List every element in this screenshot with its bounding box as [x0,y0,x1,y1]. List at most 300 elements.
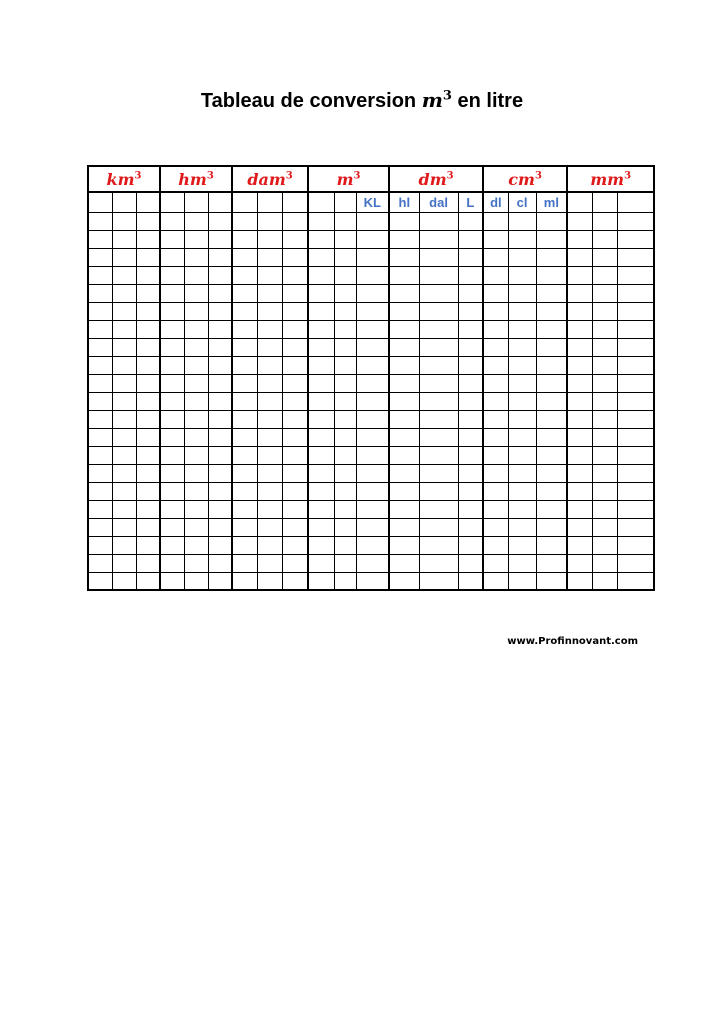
grid-cell [208,374,232,392]
grid-cell [88,572,112,590]
grid-cell [257,374,282,392]
grid-cell [617,392,654,410]
grid-cell [308,392,334,410]
grid-cell [136,266,160,284]
grid-cell [508,320,536,338]
grid-cell [419,284,458,302]
grid-cell [567,500,592,518]
grid-cell [282,428,308,446]
grid-cell [308,554,334,572]
grid-cell [419,572,458,590]
unit-m3: $m^3$ [308,166,389,192]
grid-cell [308,518,334,536]
grid-cell [257,230,282,248]
grid-cell [308,500,334,518]
grid-cell [592,554,617,572]
cell [232,192,257,212]
grid-cell [282,482,308,500]
table-row [88,500,654,518]
title-math-unit [422,88,452,112]
grid-cell [232,536,257,554]
grid-cell [508,356,536,374]
grid-cell [184,266,208,284]
cell [136,192,160,212]
grid-cell [567,428,592,446]
grid-cell [458,266,483,284]
grid-cell [334,248,356,266]
grid-cell [208,284,232,302]
grid-cell [88,338,112,356]
grid-cell [483,410,508,428]
table-row [88,518,654,536]
grid-cell [232,392,257,410]
grid-cell [483,230,508,248]
grid-cell [458,572,483,590]
grid-cell [389,392,419,410]
grid-cell [308,446,334,464]
grid-cell [483,464,508,482]
grid-cell [508,464,536,482]
grid-cell [136,338,160,356]
grid-cell [208,482,232,500]
grid-cell [208,320,232,338]
grid-cell [208,428,232,446]
grid-cell [112,356,136,374]
grid-cell [356,356,389,374]
grid-cell [592,338,617,356]
grid-cell [356,302,389,320]
cell [112,192,136,212]
grid-cell [592,248,617,266]
grid-cell [592,446,617,464]
grid-cell [536,248,567,266]
grid-cell [257,482,282,500]
grid-cell [458,338,483,356]
grid-cell [308,482,334,500]
grid-cell [334,536,356,554]
table-row [88,230,654,248]
grid-cell [208,338,232,356]
grid-cell [160,428,184,446]
grid-cell [184,392,208,410]
grid-cell [458,356,483,374]
grid-cell [112,554,136,572]
grid-cell [208,356,232,374]
grid-cell [282,500,308,518]
grid-cell [136,554,160,572]
grid-cell [112,572,136,590]
grid-cell [617,356,654,374]
grid-cell [136,428,160,446]
grid-cell [536,500,567,518]
grid-cell [282,392,308,410]
grid-cell [88,302,112,320]
grid-cell [112,446,136,464]
grid-cell [617,410,654,428]
grid-cell [458,410,483,428]
grid-cell [334,338,356,356]
grid-cell [458,230,483,248]
grid-cell [356,410,389,428]
grid-cell [458,536,483,554]
grid-cell [160,230,184,248]
grid-cell [112,428,136,446]
grid-cell [458,284,483,302]
table-row [88,320,654,338]
grid-cell [184,554,208,572]
grid-cell [208,266,232,284]
grid-cell [208,572,232,590]
grid-cell [419,428,458,446]
grid-cell [88,482,112,500]
grid-cell [160,248,184,266]
grid-cell [592,302,617,320]
grid-cell [160,320,184,338]
grid-cell [184,302,208,320]
grid-cell [334,392,356,410]
grid-cell [334,320,356,338]
grid-cell [257,212,282,230]
grid-cell [419,446,458,464]
grid-cell [536,518,567,536]
grid-cell [419,230,458,248]
grid-cell [567,230,592,248]
liter-label-dal: dal [419,192,458,212]
grid-cell [508,482,536,500]
grid-cell [136,302,160,320]
grid-cell [508,230,536,248]
grid-cell [617,446,654,464]
liter-label-hl: hl [389,192,419,212]
grid-cell [257,302,282,320]
grid-cell [136,248,160,266]
grid-cell [483,446,508,464]
grid-cell [88,410,112,428]
grid-cell [567,464,592,482]
grid-cell [308,302,334,320]
grid-cell [483,554,508,572]
grid-cell [308,410,334,428]
grid-cell [88,356,112,374]
grid-cell [232,428,257,446]
grid-cell [356,428,389,446]
grid-cell [136,500,160,518]
grid-cell [282,464,308,482]
grid-cell [592,464,617,482]
grid-cell [617,266,654,284]
grid-cell [184,446,208,464]
grid-cell [483,356,508,374]
grid-cell [458,500,483,518]
grid-cell [257,338,282,356]
grid-cell [282,410,308,428]
grid-cell [308,338,334,356]
grid-cell [232,284,257,302]
grid-cell [617,230,654,248]
grid-cell [184,428,208,446]
grid-cell [112,482,136,500]
grid-cell [112,302,136,320]
grid-cell [617,500,654,518]
grid-cell [536,266,567,284]
grid-cell [232,482,257,500]
grid-cell [483,572,508,590]
grid-cell [592,500,617,518]
grid-cell [592,266,617,284]
grid-cell [536,302,567,320]
grid-cell [112,410,136,428]
grid-cell [617,302,654,320]
grid-cell [282,212,308,230]
grid-cell [419,482,458,500]
grid-cell [536,392,567,410]
grid-cell [483,212,508,230]
cell [184,192,208,212]
grid-cell [308,266,334,284]
grid-cell [112,284,136,302]
grid-cell [257,410,282,428]
grid-cell [617,572,654,590]
grid-cell [419,320,458,338]
grid-cell [567,338,592,356]
grid-cell [88,446,112,464]
grid-cell [508,248,536,266]
grid-cell [184,284,208,302]
unit-km3: $km^3$ [88,166,160,192]
unit-hm3: $hm^3$ [160,166,232,192]
grid-cell [88,248,112,266]
grid-cell [536,374,567,392]
grid-cell [232,464,257,482]
grid-cell [160,536,184,554]
grid-cell [508,392,536,410]
table-row [88,536,654,554]
grid-cell [536,230,567,248]
grid-cell [592,374,617,392]
grid-cell [389,500,419,518]
grid-cell [356,374,389,392]
grid-cell [334,410,356,428]
grid-cell [88,554,112,572]
grid-cell [617,374,654,392]
table-row [88,446,654,464]
table-row [88,302,654,320]
grid-cell [483,482,508,500]
grid-cell [112,374,136,392]
grid-cell [136,212,160,230]
grid-cell [232,446,257,464]
grid-cell [334,500,356,518]
table-row [88,356,654,374]
grid-cell [208,536,232,554]
grid-cell [112,230,136,248]
grid-cell [257,320,282,338]
grid-cell [389,248,419,266]
grid-cell [508,428,536,446]
grid-cell [232,248,257,266]
grid-cell [184,230,208,248]
grid-cell [184,536,208,554]
grid-cell [257,518,282,536]
grid-cell [232,212,257,230]
grid-cell [257,284,282,302]
grid-cell [458,428,483,446]
liter-label-cl: cl [508,192,536,212]
grid-cell [592,230,617,248]
grid-cell [592,482,617,500]
title-suffix: en litre [457,90,524,112]
grid-cell [208,410,232,428]
grid-cell [160,410,184,428]
grid-cell [334,482,356,500]
grid-cell [617,248,654,266]
grid-cell [592,392,617,410]
grid-cell [567,374,592,392]
grid-cell [334,428,356,446]
grid-cell [232,572,257,590]
grid-cell [458,320,483,338]
grid-cell [419,338,458,356]
grid-cell [232,554,257,572]
unit-mm3: $mm^3$ [567,166,654,192]
table-row [88,284,654,302]
grid-cell [136,356,160,374]
grid-cell [536,572,567,590]
grid-cell [458,212,483,230]
grid-cell [458,392,483,410]
grid-cell [160,464,184,482]
grid-cell [160,338,184,356]
cell [567,192,592,212]
grid-cell [308,212,334,230]
grid-cell [389,338,419,356]
grid-cell [232,500,257,518]
grid-cell [419,374,458,392]
grid-cell [282,446,308,464]
grid-cell [536,356,567,374]
grid-cell [483,266,508,284]
grid-cell [419,356,458,374]
grid-cell [389,482,419,500]
grid-cell [208,518,232,536]
grid-cell [356,554,389,572]
grid-cell [617,482,654,500]
grid-cell [160,284,184,302]
table-row [88,464,654,482]
grid-cell [184,212,208,230]
grid-cell [88,374,112,392]
grid-cell [458,482,483,500]
grid-cell [136,446,160,464]
grid-cell [389,428,419,446]
grid-cell [232,356,257,374]
grid-cell [536,554,567,572]
grid-cell [308,464,334,482]
grid-cell [389,212,419,230]
grid-cell [617,554,654,572]
grid-cell [282,572,308,590]
grid-cell [88,518,112,536]
grid-cell [508,554,536,572]
grid-cell [282,374,308,392]
grid-cell [592,572,617,590]
grid-cell [208,248,232,266]
grid-cell [567,392,592,410]
grid-cell [356,446,389,464]
grid-cell [567,446,592,464]
grid-cell [508,536,536,554]
grid-cell [232,302,257,320]
grid-cell [112,392,136,410]
grid-cell [308,374,334,392]
table-row [88,410,654,428]
table-row [88,482,654,500]
grid-cell [419,392,458,410]
grid-cell [356,212,389,230]
grid-cell [483,248,508,266]
grid-cell [389,374,419,392]
grid-cell [184,356,208,374]
grid-cell [419,302,458,320]
grid-cell [458,248,483,266]
grid-cell [567,266,592,284]
grid-cell [419,464,458,482]
grid-cell [508,500,536,518]
grid-cell [592,410,617,428]
title-math-exponent: 3 [442,88,452,104]
grid-cell [160,392,184,410]
liter-label-l: L [458,192,483,212]
grid-cell [536,464,567,482]
grid-cell [112,536,136,554]
grid-cell [592,320,617,338]
grid-cell [308,320,334,338]
grid-cell [136,536,160,554]
cell [208,192,232,212]
grid-cell [389,572,419,590]
grid-cell [136,518,160,536]
grid-cell [232,410,257,428]
liter-label-dl: dl [483,192,508,212]
grid-cell [419,518,458,536]
grid-cell [257,500,282,518]
grid-cell [184,500,208,518]
table-row [88,212,654,230]
grid-cell [567,518,592,536]
grid-cell [160,266,184,284]
grid-cell [282,338,308,356]
grid-cell [257,572,282,590]
grid-cell [567,212,592,230]
grid-cell [389,230,419,248]
grid-cell [257,536,282,554]
grid-cell [257,248,282,266]
grid-cell [389,320,419,338]
grid-cell [567,536,592,554]
grid-cell [257,392,282,410]
grid-cell [356,500,389,518]
grid-cell [483,338,508,356]
grid-cell [483,518,508,536]
grid-cell [136,464,160,482]
cell [88,192,112,212]
grid-cell [88,284,112,302]
liter-label-kl: KL [356,192,389,212]
grid-cell [356,518,389,536]
grid-cell [208,212,232,230]
grid-cell [334,212,356,230]
grid-cell [389,554,419,572]
